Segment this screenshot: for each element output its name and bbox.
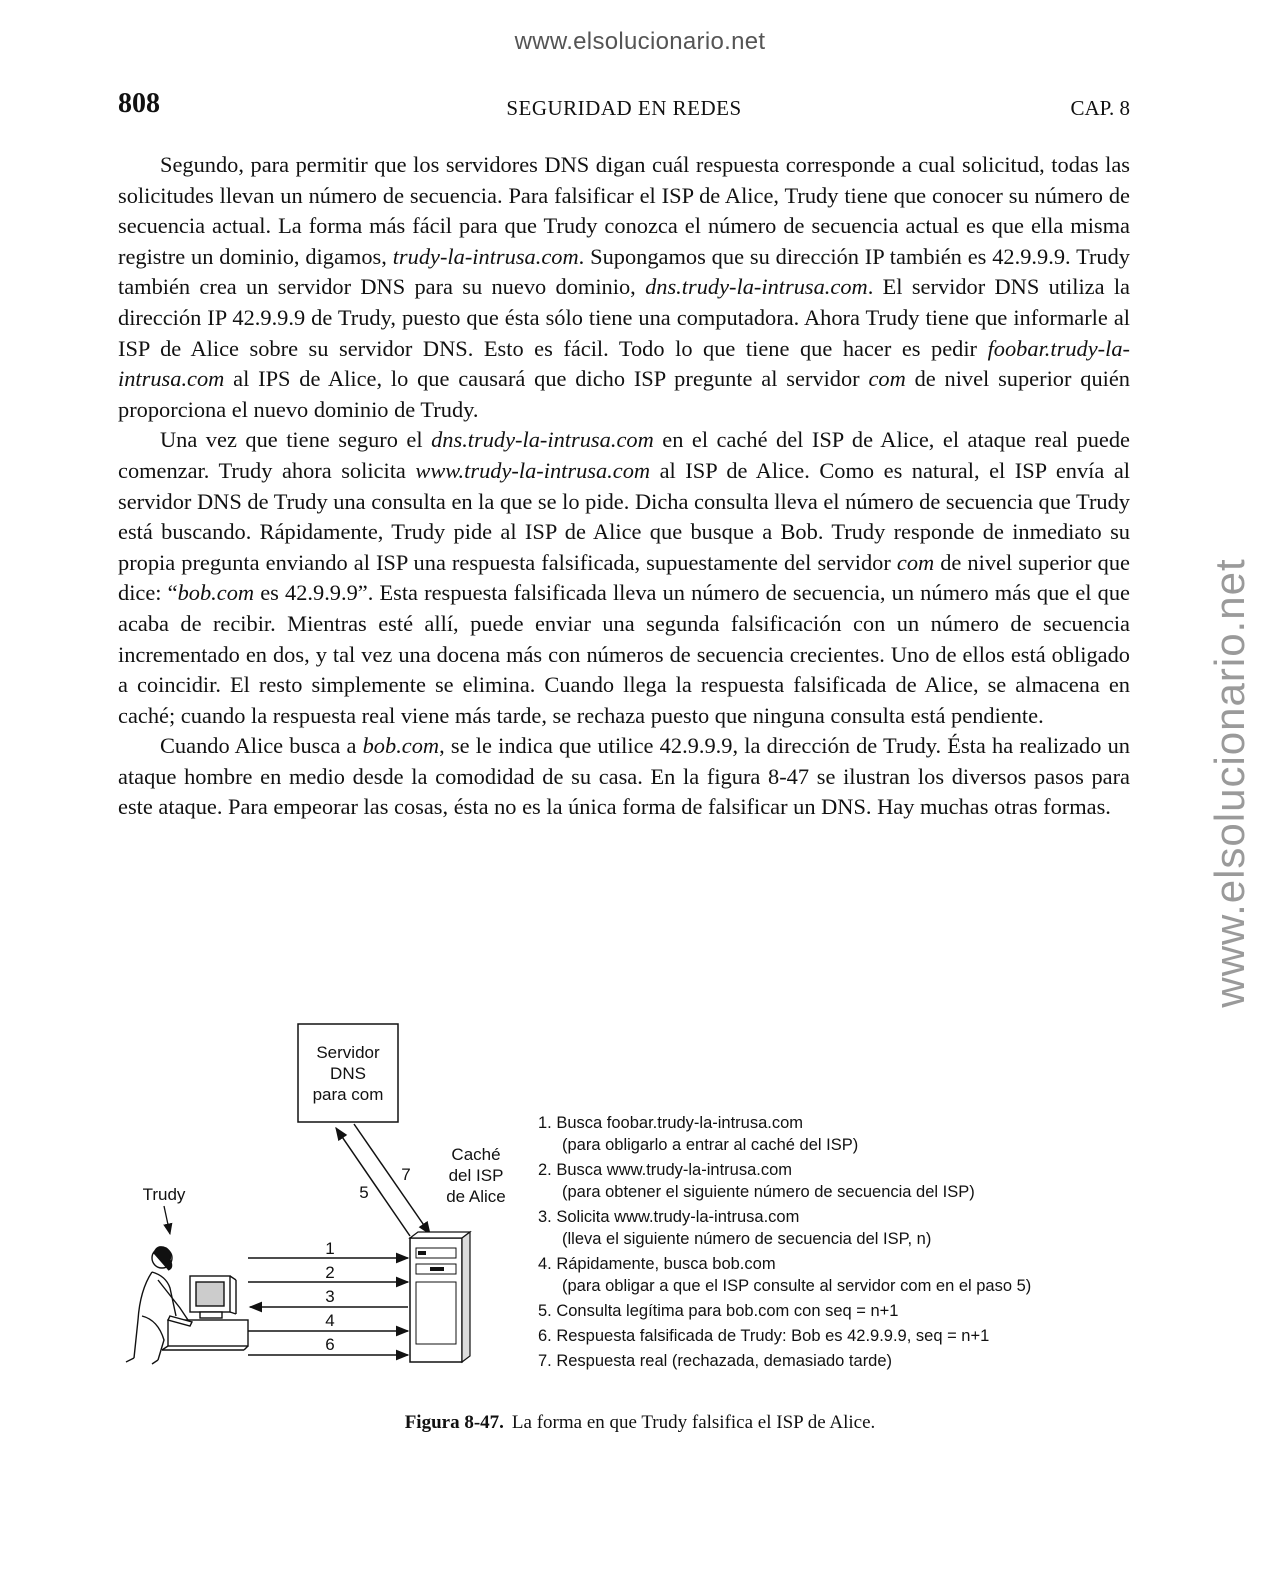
paragraph: Segundo, para permitir que los servidores DNS digan cuál respuesta corresponde a cual solicitud, todas las solicitudes llevan un número de secuencia. Para falsificar el ISP de Alice, Trudy tiene que conocer su número de secuencia actual. La forma más fácil para que Trudy conozca el número de secuencia actual es que ella misma registre un dominio, digamos, trudy-la-intrusa.com. Supongamos que su dirección IP también es 42.9.9.9. Trudy también crea un servidor DNS para su nuevo dominio, dns.trudy-la-intrusa.com. El servidor DNS utiliza la dirección IP 42.9.9.9 de Trudy, puesto que ésta sólo tiene una computadora. Ahora Trudy tiene que informarle al ISP de Alice sobre su servidor DNS. Esto es fácil. Todo lo que tiene que hacer es pedir foobar.trudy-la-intrusa.com al IPS de Alice, lo que causará que dicho ISP pregunte al servidor com de nivel superior quién proporciona el nuevo dominio de Trudy. xyxy=(118,152,1130,422)
isp-cache-label: Caché del ISP de Alice xyxy=(446,1145,506,1206)
chapter-label: CAP. 8 xyxy=(1070,96,1130,120)
arrow-label-6: 6 xyxy=(325,1335,335,1354)
caption-label: Figura 8-47. xyxy=(404,1412,504,1433)
page-number: 808 xyxy=(118,88,160,119)
trudy-label: Trudy xyxy=(142,1185,186,1204)
list-item: 5. Consulta legítima para bob.com con seq = n+1 xyxy=(538,1302,899,1320)
isp-server-icon xyxy=(410,1232,470,1362)
list-item: 7. Respuesta real (rechazada, demasiado tarde) xyxy=(538,1352,893,1370)
figure-caption xyxy=(0,1412,1280,1434)
list-item: 6. Respuesta falsificada de Trudy: Bob es 42.9.9.9, seq = n+1 xyxy=(538,1327,990,1345)
arrow-label-2: 2 xyxy=(325,1263,335,1282)
trudy-pointer xyxy=(164,1206,170,1234)
arrow-label-3: 3 xyxy=(325,1287,335,1306)
steps-list xyxy=(538,1112,1138,1375)
list-item: 4. Rápidamente, busca bob.com (para obligar a que el ISP consulte al servidor com en el paso 5) xyxy=(538,1255,1032,1295)
paragraph: Una vez que tiene seguro el dns.trudy-la-intrusa.com en el caché del ISP de Alice, el ataque real puede comenzar. Trudy ahora solicita www.trudy-la-intrusa.com al ISP de Alice. Como es natural, el ISP envía al servidor DNS de Trudy una consulta en la que se lo pide. Dicha consulta lleva el número de secuencia que Trudy está buscando. Rápidamente, Trudy pide al ISP de Alice que busque a Bob. Trudy responde de inmediato su propia pregunta enviando al ISP una respuesta falsificada, supuestamente del servidor com de nivel superior que dice: “bob.com es 42.9.9.9”. Esta respuesta falsificada lleva un número de secuencia, un número más que el que acaba de recibir. Mientras esté allí, puede enviar una segunda falsificación con un número de secuencia incrementado en dos, y tal vez una docena más con números de secuencia crecientes. Uno de ellos está obligado a coincidir. El resto simplemente se elimina. Cuando llega la respuesta falsificada de Alice, se almacena en caché; cuando la respuesta real viene más tarde, se rechaza puesto que ninguna consulta está pendiente. xyxy=(118,427,1130,728)
arrow-label-5: 5 xyxy=(359,1183,369,1202)
body-text xyxy=(118,150,1130,823)
list-item: 3. Solicita www.trudy-la-intrusa.com (lleva el siguiente número de secuencia del ISP, n) xyxy=(538,1208,932,1248)
arrow-label-4: 4 xyxy=(325,1311,335,1330)
arrow-label-7: 7 xyxy=(401,1165,411,1184)
paragraph: Cuando Alice busca a bob.com, se le indica que utilice 42.9.9.9, la dirección de Trudy. Ésta ha realizado un ataque hombre en medio desde la comodidad de su casa. En la figura 8-47 se ilustran los diversos pasos para este ataque. Para empeorar las cosas, ésta no es la única forma de falsificar un DNS. Hay muchas otras formas. xyxy=(118,733,1130,820)
arrow-7 xyxy=(354,1124,430,1234)
running-title: SEGURIDAD EN REDES xyxy=(506,96,742,120)
watermark-top: www.elsolucionario.net xyxy=(514,28,766,55)
arrow-label-1: 1 xyxy=(325,1239,335,1258)
watermark-side: www.elsolucionario.net xyxy=(1206,558,1253,1008)
figure-8-47 xyxy=(118,1020,1158,1380)
list-item: 2. Busca www.trudy-la-intrusa.com (para obtener el siguiente número de secuencia del ISP) xyxy=(538,1161,975,1201)
dns-server-label: Servidor DNS para com xyxy=(312,1043,384,1104)
trudy-illustration xyxy=(126,1247,248,1364)
list-item: 1. Busca foobar.trudy-la-intrusa.com (para obligarlo a entrar al caché del ISP) xyxy=(538,1114,859,1154)
page-header xyxy=(118,88,1130,128)
caption-text: La forma en que Trudy falsifica el ISP de Alice. xyxy=(511,1412,876,1433)
